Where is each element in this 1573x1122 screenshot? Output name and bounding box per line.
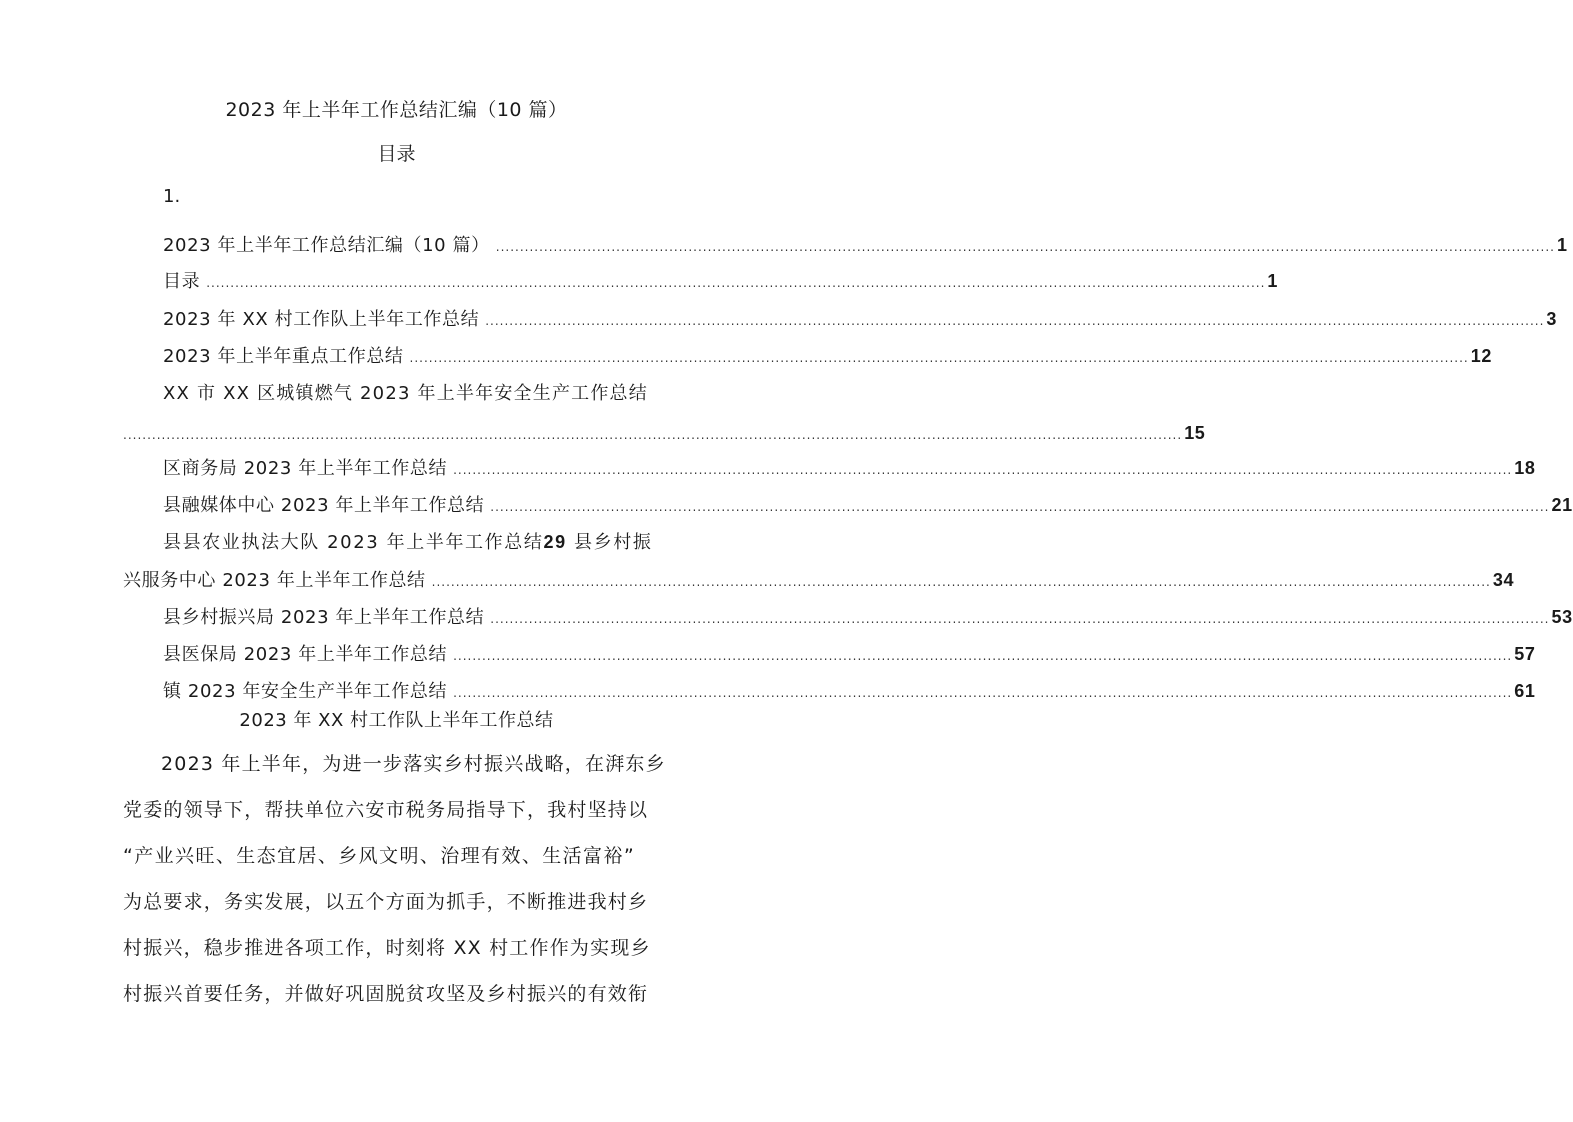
- toc-entry-text: 县县农业执法大队 2023 年上半年工作总结: [163, 532, 544, 553]
- toc-entry-text: 2023 年 XX 村工作队上半年工作总结: [163, 309, 480, 330]
- section-title: 2023 年 XX 村工作队上半年工作总结: [239, 710, 554, 731]
- toc-leader-dots: ............................................................................................................................................................................................................................: [495, 240, 1555, 254]
- toc-leader-dots: ............................................................................................................................................................................................................................: [490, 500, 1550, 514]
- toc-entry-text: 县融媒体中心 2023 年上半年工作总结: [163, 495, 485, 516]
- toc-entry-page: 15: [1184, 423, 1206, 443]
- toc-entry-text: 区商务局 2023 年上半年工作总结: [163, 458, 448, 479]
- toc-entry[interactable]: [163, 678, 1536, 706]
- body-paragraph-line: 村振兴，稳步推进各项工作，时刻将 XX 村工作作为实现乡: [123, 937, 651, 959]
- toc-leader-dots: ............................................................................................................................................................................................................................: [409, 351, 1469, 365]
- toc-entry[interactable]: [163, 343, 1492, 371]
- toc-entry-text: 镇 2023 年安全生产半年工作总结: [163, 681, 448, 702]
- toc-entry[interactable]: [163, 306, 1558, 334]
- toc-entry-text: 兴服务中心 2023 年上半年工作总结: [123, 570, 426, 591]
- toc-entry[interactable]: [163, 641, 1536, 669]
- toc-entry[interactable]: [123, 567, 1515, 595]
- body-paragraph-line: 2023 年上半年，为进一步落实乡村振兴战略，在湃东乡: [161, 753, 666, 775]
- toc-entry-text: 县乡村振: [574, 532, 653, 553]
- toc-entry-page: 12: [1470, 346, 1492, 366]
- toc-entry[interactable]: [163, 268, 1279, 296]
- toc-leader-dots: ............................................................................................................................................................................................................................: [431, 575, 1491, 589]
- toc-leader-dots: ............................................................................................................................................................................................................................: [453, 686, 1513, 700]
- toc-leader-dots: ............................................................................................................................................................................................................................: [490, 612, 1550, 626]
- toc-entry-text: 2023 年上半年工作总结汇编（10 篇）: [163, 235, 490, 256]
- toc-entry-page: 53: [1551, 607, 1573, 627]
- document-title: 2023 年上半年工作总结汇编（10 篇）: [225, 99, 568, 121]
- toc-entry[interactable]: [163, 492, 1573, 520]
- body-paragraph-line: 为总要求，务实发展，以五个方面为抓手，不断推进我村乡: [123, 891, 649, 913]
- toc-leader-dots: ............................................................................................................................................................................................................................: [123, 428, 1183, 442]
- toc-entry-text: 2023 年上半年重点工作总结: [163, 346, 404, 367]
- toc-entry-page: 34: [1492, 570, 1515, 590]
- toc-entry[interactable]: [163, 232, 1568, 260]
- body-paragraph-line: 党委的领导下，帮扶单位六安市税务局指导下，我村坚持以: [123, 799, 649, 821]
- toc-entry-page: 18: [1514, 458, 1536, 478]
- toc-entry[interactable]: [163, 455, 1536, 483]
- toc-entry-page: 61: [1514, 681, 1536, 701]
- toc-entry-page: 57: [1514, 644, 1536, 664]
- toc-entry-text: 县乡村振兴局 2023 年上半年工作总结: [163, 607, 485, 628]
- toc-entry-page: 29: [543, 532, 567, 552]
- list-number: 1.: [163, 186, 181, 207]
- toc-leader-dots: ............................................................................................................................................................................................................................: [206, 276, 1266, 290]
- toc-entry-page: 3: [1546, 309, 1558, 329]
- toc-entry-page: 21: [1551, 495, 1573, 515]
- toc-entry-page: 1: [1556, 235, 1568, 255]
- toc-leader-dots: ............................................................................................................................................................................................................................: [485, 314, 1545, 328]
- toc-entry-text: 目录: [163, 271, 201, 292]
- toc-entry[interactable]: [163, 529, 652, 556]
- toc-entry-text[interactable]: XX 市 XX 区城镇燃气 2023 年上半年安全生产工作总结: [163, 383, 648, 404]
- toc-entry[interactable]: [123, 420, 1206, 448]
- body-paragraph-line: “产业兴旺、生态宜居、乡风文明、治理有效、生活富裕”: [123, 845, 636, 867]
- toc-leader-dots: ............................................................................................................................................................................................................................: [453, 463, 1513, 477]
- toc-entry-page: 1: [1267, 271, 1279, 291]
- toc-leader-dots: ............................................................................................................................................................................................................................: [453, 649, 1513, 663]
- toc-heading: 目录: [377, 143, 416, 165]
- toc-entry-text: 县医保局 2023 年上半年工作总结: [163, 644, 448, 665]
- toc-entry[interactable]: [163, 604, 1573, 632]
- body-paragraph-line: 村振兴首要任务，并做好巩固脱贫攻坚及乡村振兴的有效衔: [123, 983, 649, 1005]
